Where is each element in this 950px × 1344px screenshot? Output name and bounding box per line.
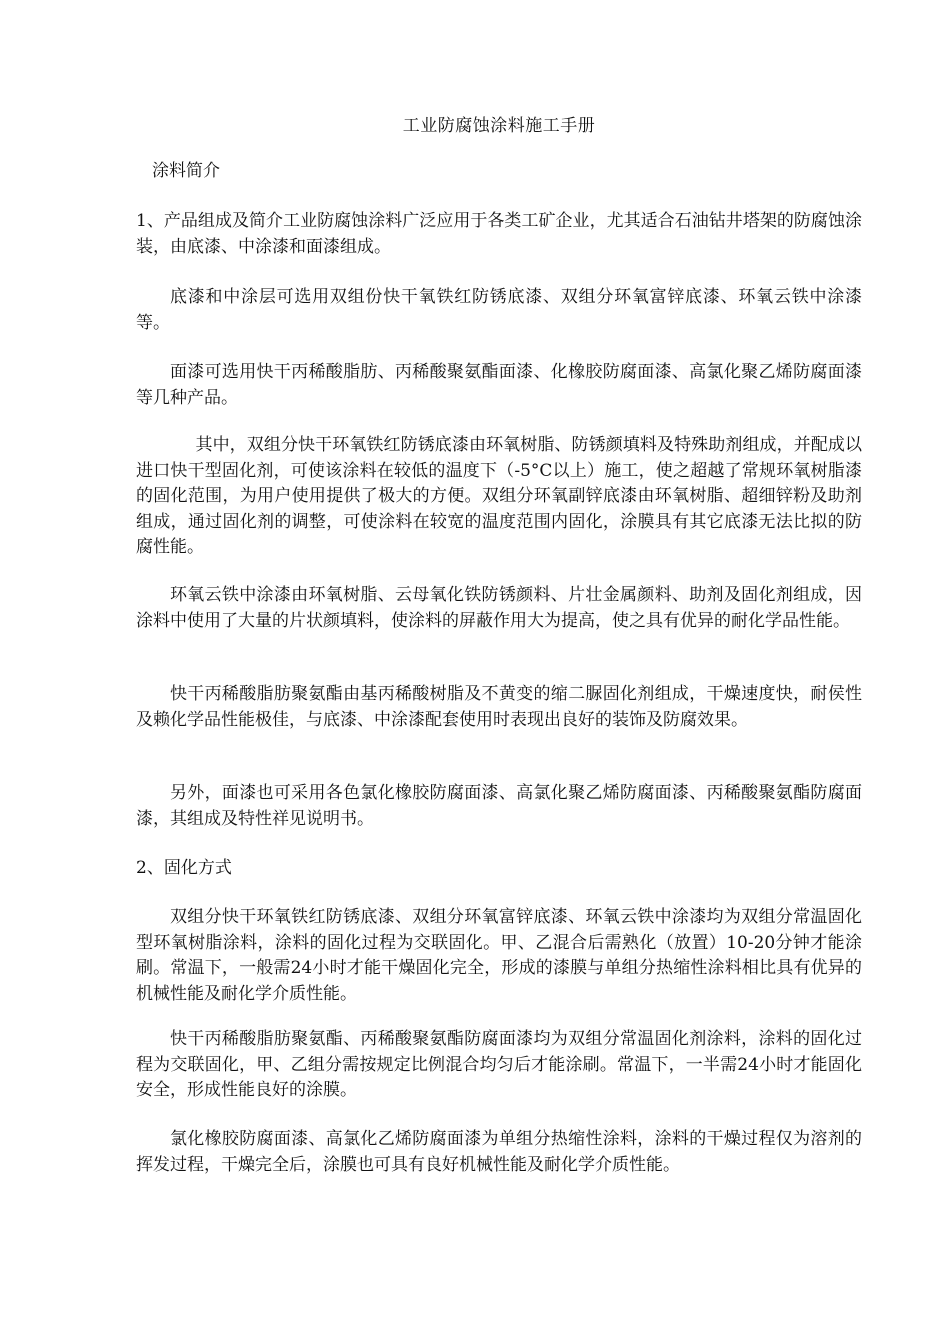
paragraph-2: 底漆和中涂层可选用双组份快干氧铁红防锈底漆、双组分环氧富锌底漆、环氧云铁中涂漆等。: [136, 287, 862, 333]
paragraph-4: 其中，双组分快干环氧铁红防锈底漆由环氧树脂、防锈颜填料及特殊助剂组成，并配成以进口快干型固化剂，可使该涂料在较低的温度下（-5°C以上）施工，使之超越了常规环氧树脂漆的固化范围，为用户使用提供了极大的方便。双组分环氧副锌底漆由环氧树脂、超细锌粉及助剂组成，通过固化剂的调整，可使涂料在较宽的温度范围内固化，涂膜具有其它底漆无法比拟的防腐性能。: [136, 435, 862, 557]
paragraph-3: 面漆可选用快干丙稀酸脂肪、丙稀酸聚氨酯面漆、化橡胶防腐面漆、高氯化聚乙烯防腐面漆等几种产品。: [136, 362, 862, 408]
paragraph-1: 1、产品组成及简介工业防腐蚀涂料广泛应用于各类工矿企业，尤其适合石油钻井塔架的防腐蚀涂装，由底漆、中涂漆和面漆组成。: [136, 211, 862, 257]
document-title: 工业防腐蚀涂料施工手册: [402, 116, 596, 136]
paragraph-8: 双组分快干环氧铁红防锈底漆、双组分环氧富锌底漆、环氧云铁中涂漆均为双组分常温固化型环氧树脂涂料，涂料的固化过程为交联固化。甲、乙混合后需熟化（放置）10-20分钟才能涂刷。常温下，一般需24小时才能干燥固化完全，形成的漆膜与单组分热缩性涂料相比具有优异的机械性能及耐化学介质性能。: [136, 907, 862, 1004]
section-heading-intro: 涂料简介: [152, 161, 220, 181]
paragraph-7: 另外，面漆也可采用各色氯化橡胶防腐面漆、高氯化聚乙烯防腐面漆、丙稀酸聚氨酯防腐面漆，其组成及特性祥见说明书。: [136, 783, 862, 829]
paragraph-10: 氯化橡胶防腐面漆、高氯化乙烯防腐面漆为单组分热缩性涂料，涂料的干燥过程仅为溶剂的挥发过程，干燥完全后，涂膜也可具有良好机械性能及耐化学介质性能。: [136, 1129, 862, 1175]
paragraph-5: 环氧云铁中涂漆由环氧树脂、云母氧化铁防锈颜料、片壮金属颜料、助剂及固化剂组成，因涂料中使用了大量的片状颜填料，使涂料的屏蔽作用大为提高，使之具有优异的耐化学品性能。: [136, 585, 862, 631]
section-heading-curing: 2、固化方式: [136, 858, 232, 878]
paragraph-6: 快干丙稀酸脂肪聚氨酯由基丙稀酸树脂及不黄变的缩二脲固化剂组成，干燥速度快，耐侯性及赖化学品性能极佳，与底漆、中涂漆配套使用时表现出良好的装饰及防腐效果。: [136, 684, 862, 730]
paragraph-9: 快干丙稀酸脂肪聚氨酯、丙稀酸聚氨酯防腐面漆均为双组分常温固化剂涂料，涂料的固化过程为交联固化，甲、乙组分需按规定比例混合均匀后才能涂刷。常温下，一半需24小时才能固化安全，形成性能良好的涂膜。: [136, 1029, 862, 1100]
